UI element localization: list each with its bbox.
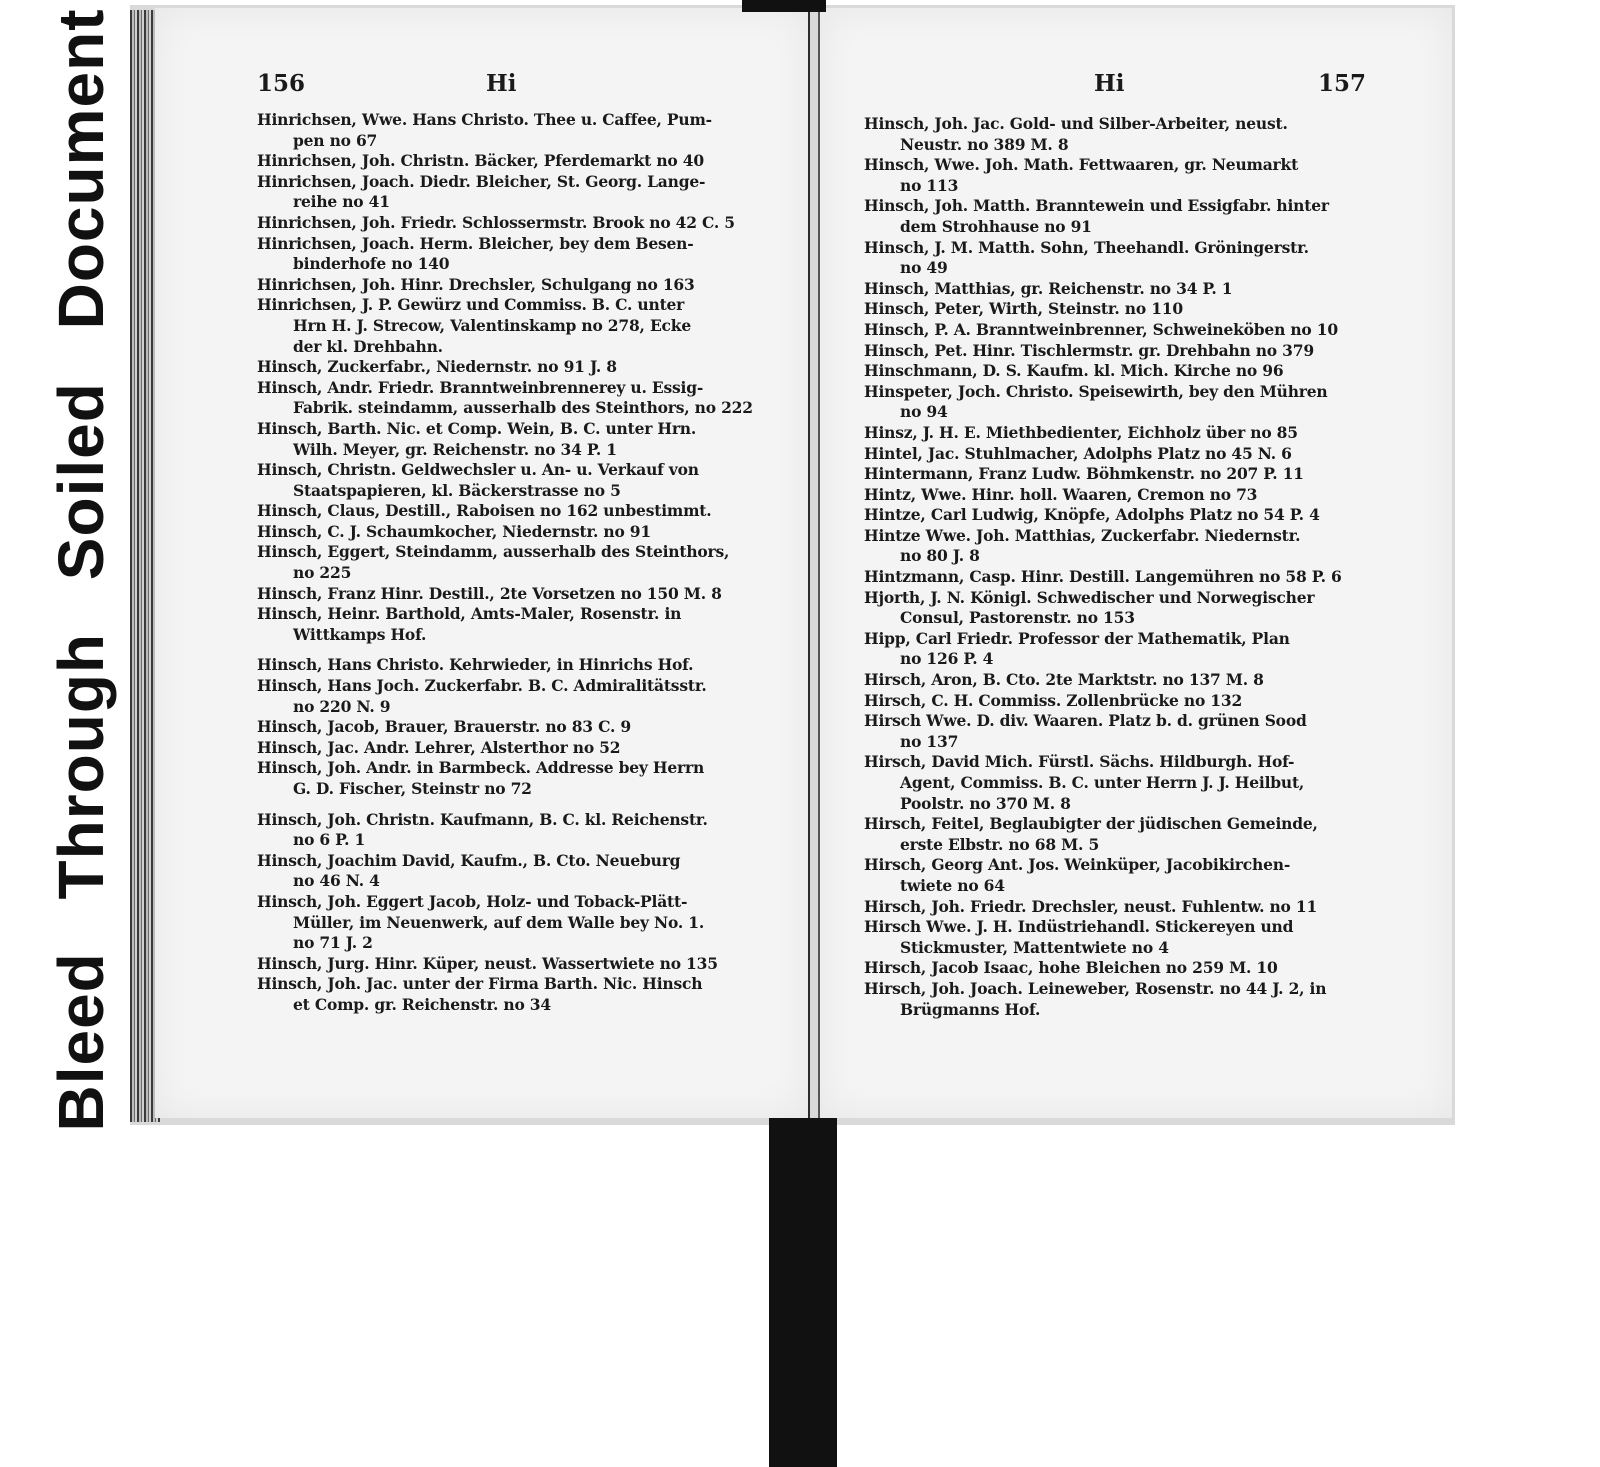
directory-entry-line: Hinsch, Peter, Wirth, Steinstr. no 110 [864, 299, 1183, 319]
directory-entry-line: Hipp, Carl Friedr. Professor der Mathematik, Plan [864, 628, 1290, 648]
gutter-shadow [742, 0, 826, 12]
left-page-number: 156 [257, 70, 306, 97]
directory-entry-line: Hinsch, Andr. Friedr. Branntweinbrennerey u. Essig- [257, 377, 704, 397]
directory-entry-line: erste Elbstr. no 68 M. 5 [900, 834, 1100, 854]
directory-entry-line: Hinsch, Wwe. Joh. Math. Fettwaaren, gr. Neumarkt [864, 155, 1299, 175]
directory-entry-line: Hinsch, Joh. Andr. in Barmbeck. Addresse bey Herrn [257, 758, 705, 778]
directory-entry-line: no 220 N. 9 [293, 696, 391, 716]
directory-entry-line: Hinsch, Franz Hinr. Destill., 2te Vorsetzen no 150 M. 8 [257, 583, 722, 603]
directory-entry-line: no 94 [900, 402, 948, 422]
directory-entry-line: Hinsch, Jurg. Hinr. Küper, neust. Wassertwiete no 135 [257, 953, 718, 973]
directory-entry-line: Hinsch, Joachim David, Kaufm., B. Cto. Neueburg [257, 850, 681, 870]
directory-entry-line: Hinsch, Joh. Eggert Jacob, Holz- und Toback-Plätt- [257, 891, 688, 911]
directory-entry-line: Hintel, Jac. Stuhlmacher, Adolphs Platz no 45 N. 6 [864, 443, 1292, 463]
directory-entry-line: Hinsch, Eggert, Steindamm, ausserhalb des Steinthors, [257, 542, 730, 562]
directory-entry-line: et Comp. gr. Reichenstr. no 34 [293, 994, 551, 1014]
directory-entry-line: Hinspeter, Joch. Christo. Speisewirth, bey den Mühren [864, 381, 1328, 401]
directory-entry-line: Hinsz, J. H. E. Miethbedienter, Eichholz über no 85 [864, 422, 1298, 442]
directory-entry-line: Hinrichsen, Joh. Christn. Bäcker, Pferdemarkt no 40 [257, 151, 704, 171]
directory-entry-line: Hirsch, Feitel, Beglaubigter der jüdischen Gemeinde, [864, 814, 1318, 834]
directory-entry-line: Hinrichsen, Wwe. Hans Christo. Thee u. Caffee, Pum- [257, 110, 712, 129]
directory-entry-line: no 6 P. 1 [293, 830, 366, 850]
directory-entry-line: no 225 [293, 563, 352, 583]
directory-entry-line: Agent, Commiss. B. C. unter Herrn J. J. Heilbut, [900, 773, 1305, 792]
right-page-number: 157 [1318, 70, 1367, 97]
directory-entry-line: Hinsch, C. J. Schaumkocher, Niedernstr. no 91 [257, 521, 651, 541]
directory-entry-line: Hinsch, Jacob, Brauer, Brauerstr. no 83 C. 9 [257, 717, 631, 737]
directory-entry-line: Hinsch, Barth. Nic. et Comp. Wein, B. C. unter Hrn. [257, 418, 697, 438]
directory-entry-line: no 137 [900, 731, 959, 751]
directory-entry-line: Hjorth, J. N. Königl. Schwedischer und Norwegischer [864, 587, 1315, 607]
directory-entry-line: Hintzmann, Casp. Hinr. Destill. Langemühren no 58 P. 6 [864, 567, 1342, 587]
directory-entry-line: twiete no 64 [900, 875, 1005, 895]
directory-entry-line: Hinsch, Heinr. Barthold, Amts-Maler, Rosenstr. in [257, 604, 682, 624]
directory-entry-line: Hinsch, Joh. Christn. Kaufmann, B. C. kl. Reichenstr. [257, 809, 708, 829]
directory-entry-line: Wittkamps Hof. [293, 624, 427, 644]
directory-entry-line: Hinsch, Christn. Geldwechsler u. An- u. Verkauf von [257, 460, 699, 480]
right-directory-entries [864, 114, 1364, 1020]
directory-entry-line: Hinsch, J. M. Matth. Sohn, Theehandl. Gröningerstr. [864, 237, 1309, 257]
directory-entry-line: Hinschmann, D. S. Kaufm. kl. Mich. Kirche no 96 [864, 361, 1284, 381]
directory-entry-line: pen no 67 [293, 130, 378, 150]
directory-entry-line: Hinsch, Claus, Destill., Raboisen no 162 unbestimmt. [257, 501, 712, 521]
directory-entry-line: Hinsch, Matthias, gr. Reichenstr. no 34 P. 1 [864, 278, 1233, 298]
directory-entry-line: Hinrichsen, Joach. Herm. Bleicher, bey dem Besen- [257, 233, 694, 253]
directory-entry-line: Consul, Pastorenstr. no 153 [900, 608, 1135, 628]
right-running-head: Hi [1094, 70, 1125, 97]
directory-entry-line: no 126 P. 4 [900, 649, 994, 669]
directory-entry-line: Hintze, Carl Ludwig, Knöpfe, Adolphs Platz no 54 P. 4 [864, 505, 1320, 525]
directory-entry-line: G. D. Fischer, Steinstr no 72 [293, 779, 532, 798]
directory-entry-line: Hinsch, Pet. Hinr. Tischlermstr. gr. Drehbahn no 379 [864, 340, 1314, 360]
directory-entry-line: no 80 J. 8 [900, 546, 980, 566]
directory-entry-line: Hinsch, P. A. Branntweinbrenner, Schweineköben no 10 [864, 319, 1338, 339]
directory-entry-line: Hirsch, Jacob Isaac, hohe Bleichen no 259 M. 10 [864, 958, 1278, 978]
bookmark-ribbon [769, 1118, 837, 1467]
directory-entry-line: Hinsch, Hans Joch. Zuckerfabr. B. C. Admiralitätsstr. [257, 676, 707, 696]
directory-entry-line: Brügmanns Hof. [900, 999, 1041, 1019]
directory-entry-line: Hirsch, C. H. Commiss. Zollenbrücke no 132 [864, 690, 1243, 710]
directory-entry-line: Hirsch, Georg Ant. Jos. Weinküper, Jacobikirchen- [864, 855, 1291, 875]
directory-entry-line: Hinsch, Joh. Jac. unter der Firma Barth. Nic. Hinsch [257, 974, 703, 994]
directory-entry-line: reihe no 41 [293, 192, 390, 212]
directory-entry-line: Hintz, Wwe. Hinr. holl. Waaren, Cremon no 73 [864, 484, 1258, 504]
directory-entry-line: Hinsch, Jac. Andr. Lehrer, Alsterthor no 52 [257, 737, 621, 757]
directory-entry-line: Hirsch, Aron, B. Cto. 2te Marktstr. no 137 M. 8 [864, 670, 1264, 690]
directory-entry-line: Hinrichsen, Joh. Hinr. Drechsler, Schulgang no 163 [257, 274, 695, 294]
directory-entry-line: dem Strohhause no 91 [900, 216, 1092, 236]
directory-entry-line: Müller, im Neuenwerk, auf dem Walle bey No. 1. [293, 912, 705, 932]
directory-entry-line: Poolstr. no 370 M. 8 [900, 793, 1071, 813]
directory-entry-line: no 49 [900, 258, 948, 278]
directory-entry-line: Hinrichsen, J. P. Gewürz und Commiss. B. C. unter [257, 295, 685, 315]
directory-entry-line: Hinsch, Joh. Jac. Gold- und Silber-Arbeiter, neust. [864, 114, 1288, 133]
directory-entry-line: Stickmuster, Mattentwiete no 4 [900, 937, 1169, 957]
side-banner [30, 8, 133, 1132]
directory-entry-line: Hinsch, Joh. Matth. Branntewein und Essigfabr. hinter [864, 196, 1329, 216]
directory-entry-line: Hirsch, Joh. Friedr. Drechsler, neust. Fuhlentw. no 11 [864, 896, 1318, 916]
directory-entry-line: binderhofe no 140 [293, 254, 450, 274]
left-running-head: Hi [486, 70, 517, 97]
directory-entry-line: Fabrik. steindamm, ausserhalb des Steinthors, no 222 [293, 398, 753, 418]
left-directory-entries [257, 110, 757, 1016]
directory-entry-line: Hinsch, Hans Christo. Kehrwieder, in Hinrichs Hof. [257, 655, 694, 675]
directory-entry-line: Hirsch, Joh. Joach. Leineweber, Rosenstr. no 44 J. 2, in [864, 978, 1327, 998]
directory-entry-line: Hirsch Wwe. D. div. Waaren. Platz b. d. grünen Sood [864, 711, 1307, 731]
directory-entry-line: Hinsch, Zuckerfabr., Niedernstr. no 91 J. 8 [257, 357, 617, 377]
directory-entry-line: Hintermann, Franz Ludw. Böhmkenstr. no 207 P. 11 [864, 464, 1304, 484]
directory-entry-line: Hintze Wwe. Joh. Matthias, Zuckerfabr. Niedernstr. [864, 525, 1301, 545]
directory-entry-line: no 46 N. 4 [293, 871, 380, 891]
directory-entry-line: Staatspapieren, kl. Bäckerstrasse no 5 [293, 480, 621, 500]
directory-entry-line: der kl. Drehbahn. [293, 336, 443, 356]
directory-entry-line: Hirsch, David Mich. Fürstl. Sächs. Hildburgh. Hof- [864, 752, 1295, 772]
directory-entry-line: Wilh. Meyer, gr. Reichenstr. no 34 P. 1 [293, 439, 617, 459]
directory-entry-line: no 113 [900, 175, 959, 195]
directory-entry-line: Hinrichsen, Joach. Diedr. Bleicher, St. Georg. Lange- [257, 171, 706, 191]
banner-label: Bleed Through Soiled Document [45, 8, 117, 1132]
directory-entry-line: Hrn H. J. Strecow, Valentinskamp no 278, Ecke [293, 315, 691, 335]
directory-entry-line: Hinrichsen, Joh. Friedr. Schlossermstr. Brook no 42 C. 5 [257, 212, 735, 232]
directory-entry-line: Hirsch Wwe. J. H. Indüstriehandl. Stickereyen und [864, 917, 1294, 937]
directory-entry-line: no 71 J. 2 [293, 933, 373, 953]
directory-entry-line: Neustr. no 389 M. 8 [900, 134, 1069, 154]
